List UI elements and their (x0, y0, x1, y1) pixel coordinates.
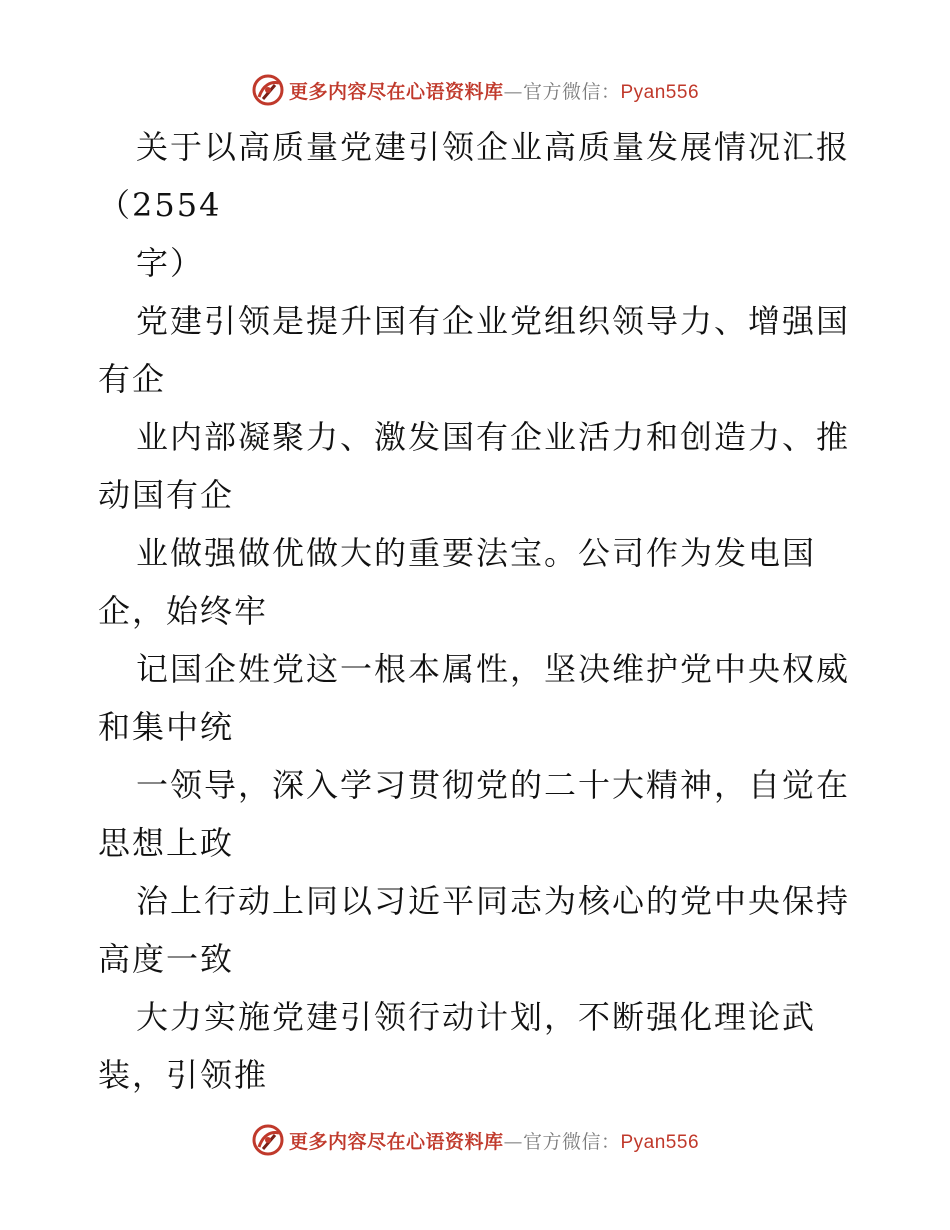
text-line: 业做强做优做大的重要法宝。公司作为发电国 (136, 534, 817, 572)
banner-main-text: 更多内容尽在心语资料库 (288, 80, 504, 103)
footer-banner (0, 1120, 950, 1160)
text-line: 党建引领是提升国有企业党组织领导力、增强国 (136, 302, 851, 340)
text-line: 关于以高质量党建引领企业高质量发展情况汇报 (136, 128, 851, 166)
text-line: 高度一致 (98, 940, 235, 978)
banner-wechat-label: 官方微信： (522, 80, 621, 103)
text-line: 业内部凝聚力、激发国有企业活力和创造力、推 (136, 418, 851, 456)
text-line: 企，始终牢 (98, 592, 269, 630)
banner-wechat-label: 官方微信： (522, 1130, 621, 1153)
banner-wechat-id: Pyan556 (620, 1131, 700, 1153)
header-banner (0, 70, 950, 110)
text-line: 大力实施党建引领行动计划，不断强化理论武 (136, 998, 817, 1036)
text-line: 记国企姓党这一根本属性，坚决维护党中央权威 (136, 650, 851, 688)
banner-wechat-id: Pyan556 (620, 81, 700, 103)
text-line: 和集中统 (98, 708, 235, 746)
banner-main-text: 更多内容尽在心语资料库 (288, 1130, 504, 1153)
text-line: 装，引领推 (98, 1056, 269, 1094)
text-line: 治上行动上同以习近平同志为核心的党中央保持 (136, 882, 851, 920)
banner-text (289, 1127, 699, 1154)
document-body (98, 118, 858, 1104)
banner-text (289, 77, 699, 104)
logo-icon (251, 1123, 285, 1157)
banner-dash: — (503, 1130, 523, 1153)
text-line: 动国有企 (98, 476, 235, 514)
text-line: （2554 (98, 186, 222, 224)
banner-dash: — (503, 80, 523, 103)
text-line: 思想上政 (98, 824, 235, 862)
logo-icon (251, 73, 285, 107)
text-line: 一领导，深入学习贯彻党的二十大精神，自觉在 (136, 766, 851, 804)
text-line: 字） (136, 244, 205, 282)
text-line: 有企 (98, 360, 167, 398)
